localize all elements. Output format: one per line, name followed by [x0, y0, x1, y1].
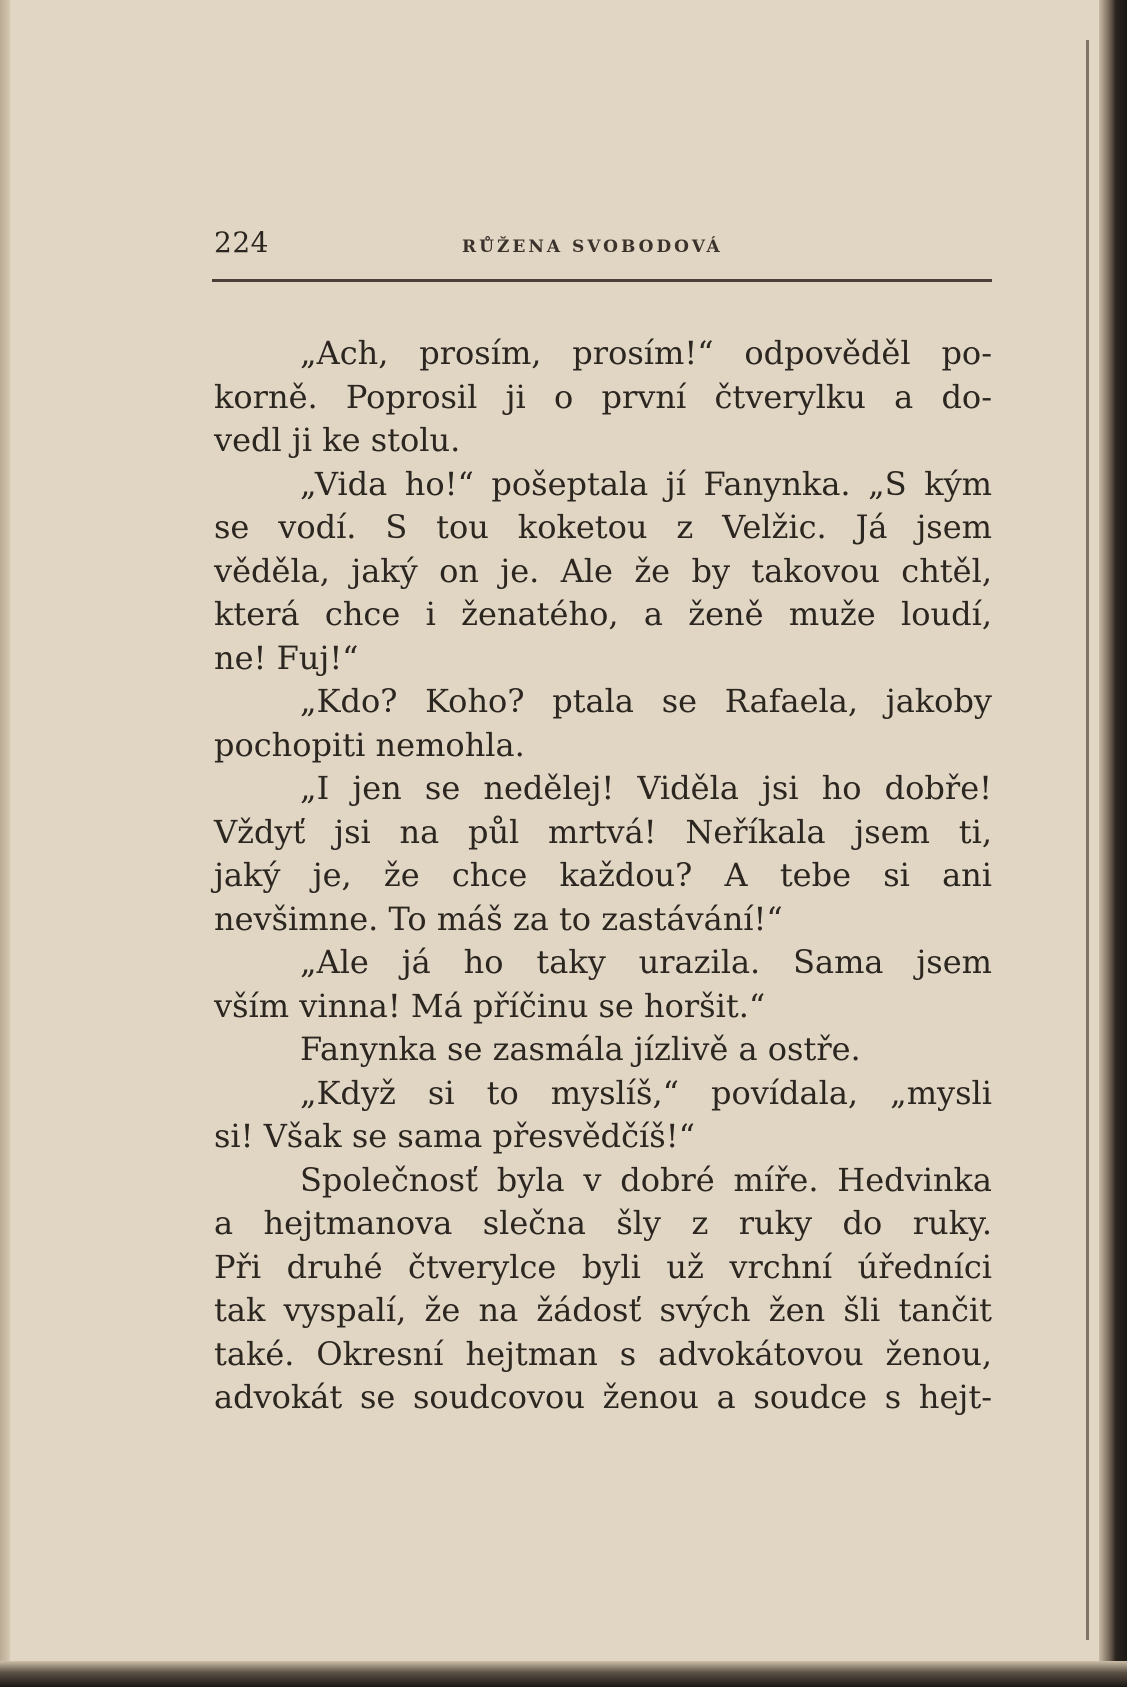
text-line: „Vida ho!“ pošeptala jí Fanynka. „S kým [300, 464, 992, 503]
text-line: která chce i ženatého, a ženě muže loudí, [214, 595, 992, 633]
text-line: advokát se soudcovou ženou a soudce s hejt- [214, 1378, 992, 1416]
text-line: Fanynka se zasmála jízlivě a ostře. [300, 1030, 861, 1068]
text-line: ne! Fuj!“ [214, 638, 359, 677]
text-line: „Ale já ho taky urazila. Sama jsem [300, 943, 992, 981]
text-line: se vodí. S tou koketou z Velžic. Já jsem [214, 508, 992, 546]
text-line: vedl ji ke stolu. [214, 421, 461, 459]
text-line: „I jen se nedělej! Viděla jsi ho dobře! [300, 769, 992, 807]
page-bottom-edge [0, 1661, 1127, 1687]
text-line: a hejtmanova slečna šly z ruky do ruky. [214, 1204, 992, 1242]
text-line: tak vyspalí, že na žádosť svých žen šli tančit [214, 1291, 992, 1329]
page-header [214, 226, 992, 266]
text-line: „Kdo? Koho? ptala se Rafaela, jakoby [300, 682, 992, 720]
running-head: RŮŽENA SVOBODOVÁ [462, 237, 723, 257]
text-line: pochopiti nemohla. [214, 725, 525, 764]
text-line: Společnosť byla v dobré míře. Hedvinka [300, 1160, 992, 1199]
text-line: také. Okresní hejtman s advokátovou ženou, [214, 1334, 992, 1373]
page-left-shadow [0, 0, 10, 1687]
page-number: 224 [214, 226, 269, 259]
body-text [214, 332, 992, 1420]
text-line: Vždyť jsi na půl mrtvá! Neříkala jsem ti, [214, 812, 992, 851]
text-line: „Ach, prosím, prosím!“ odpověděl po- [300, 334, 992, 372]
page-right-edge [1099, 0, 1127, 1687]
text-line: „Když si to myslíš,“ povídala, „mysli [300, 1073, 992, 1112]
text-line: jaký je, že chce každou? A tebe si ani [214, 856, 992, 894]
text-line: Při druhé čtverylce byli už vrchní úředníci [214, 1247, 992, 1286]
text-line: vším vinna! Má příčinu se horšit.“ [214, 986, 766, 1025]
header-rule [212, 279, 992, 282]
text-line: nevšimne. To máš za to zastávání!“ [214, 899, 783, 938]
binding-line [1086, 40, 1089, 1640]
text-line: si! Však se sama přesvědčíš!“ [214, 1117, 695, 1155]
text-line: věděla, jaký on je. Ale že by takovou chtěl, [214, 551, 992, 590]
text-line: korně. Poprosil ji o první čtverylku a do- [214, 377, 992, 416]
